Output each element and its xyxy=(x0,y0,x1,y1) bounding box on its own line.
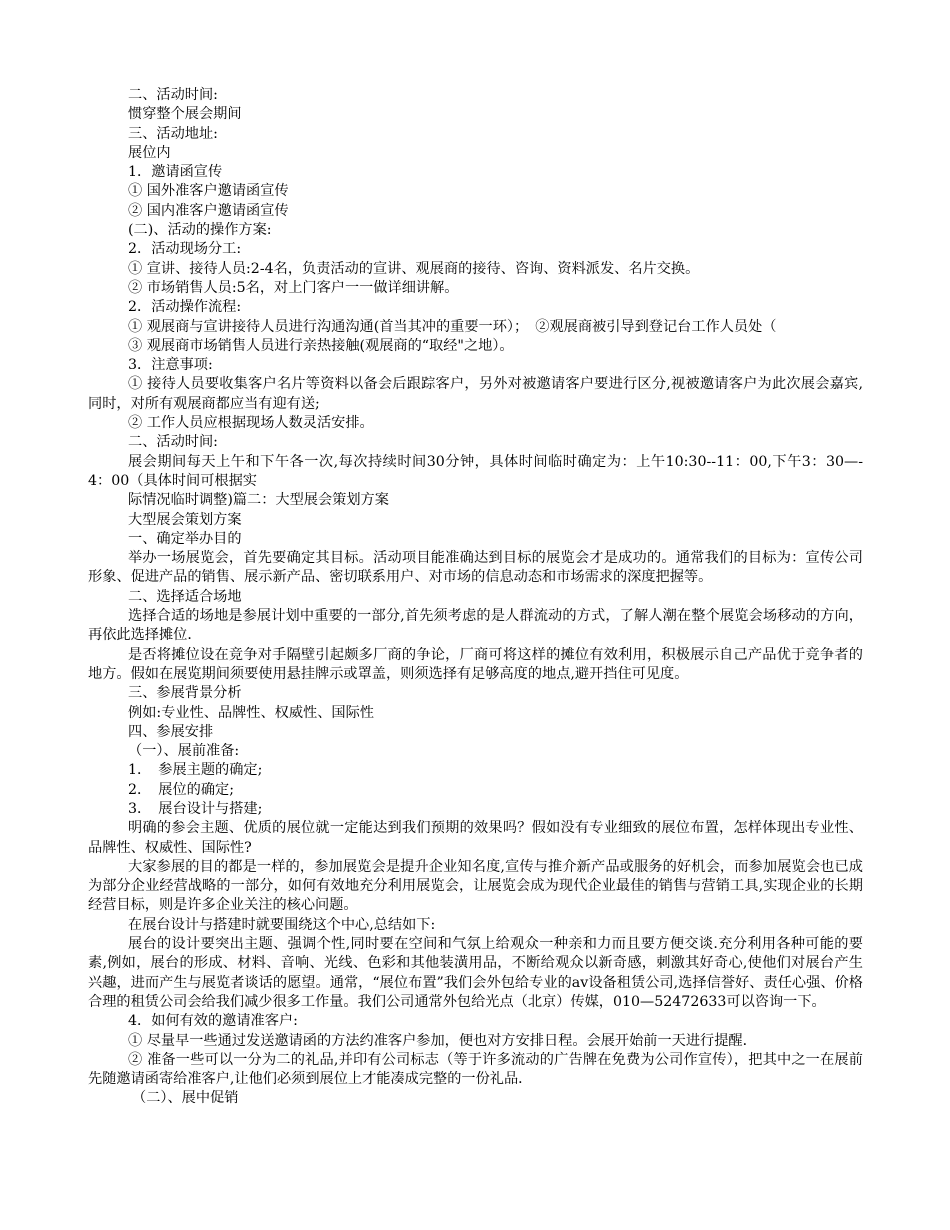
section-heading: 四、参展安排 xyxy=(128,723,214,740)
document-body xyxy=(88,86,863,1109)
list-item: 3． 展台设计与搭建; xyxy=(128,800,263,817)
paragraph: 展会期间每天上午和下午各一次,每次持续时间30分钟，具体时间临时确定为：上午10:30--11：00,下午3：30—-4：00（具体时间可根据实 xyxy=(88,453,863,489)
document-title: 大型展会策划方案 xyxy=(128,511,242,528)
subsection-heading: （一）、展前准备: xyxy=(128,743,240,760)
section-heading: 一、确定举办目的 xyxy=(128,530,242,547)
paragraph: 展位内 xyxy=(128,144,171,161)
list-item: 2． 展位的确定; xyxy=(128,781,235,798)
list-item: ① 宣讲、接待人员:2-4名，负责活动的宣讲、观展商的接待、咨询、资料派发、名片交换。 xyxy=(128,260,700,277)
list-item: ② 国内准客户邀请函宣传 xyxy=(128,202,289,219)
list-item: ③ 观展商市场销售人员进行亲热接触(观展商的“取经"之地）。 xyxy=(128,337,514,354)
section-heading-activity-time: 二、活动时间: xyxy=(128,87,218,103)
section-heading-activity-time: 二、活动时间: xyxy=(128,434,218,451)
paragraph: 明确的参会主题、优质的展位就一定能达到我们预期的效果吗？假如没有专业细致的展位布置，怎样体现出专业性、品牌性、权威性、国际性? xyxy=(88,820,863,856)
paragraph: 际情况临时调整)篇二：大型展会策划方案 xyxy=(128,492,389,509)
list-item: ② 市场销售人员:5名，对上门客户一一做详细讲解。 xyxy=(128,279,459,296)
section-heading: 二、选择适合场地 xyxy=(128,588,242,605)
paragraph: 展台的设计要突出主题、强调个性,同时要在空间和气氛上给观众一种亲和力而且要方便交谈.充分利用各种可能的要素,例如，展台的形成、材料、音响、光线、色彩和其他装潢用品，不断给观众以新奇感，刺激其好奇心,使他们对展台产生兴趣，进而产生与展览者谈话的愿望。通常，“展位布置”我们会外包给专业的av设备租赁公司,选择信誉好、责任心强、价格合理的租赁公司会给我们减少很多工作量。我们公司通常外包给光点（北京）传媒，010—52472633可以咨询一下。 xyxy=(88,936,863,1010)
subsection-heading: （二）、展中促销 xyxy=(132,1090,239,1107)
list-item: ① 观展商与宣讲接待人员进行沟通沟通(首当其冲的重要一环）； ②观展商被引导到登记台工作人员处（ xyxy=(128,318,777,335)
paragraph: 惯穿整个展会期间 xyxy=(128,106,242,123)
paragraph: 是否将摊位设在竞争对手隔壁引起颇多厂商的争论，厂商可将这样的摊位有效利用，积极展示自己产品优于竞争者的地方。假如在展览期间须要使用悬挂牌示或罩盖，则须选择有足够高度的地点,避开挡住可见度。 xyxy=(88,646,863,682)
list-item: ② 准备一些可以一分为二的礼品,并印有公司标志（等于许多流动的广告牌在免费为公司作宣传），把其中之一在展前先随邀请函寄给准客户,让他们必须到展位上才能凑成完整的一份礼品． xyxy=(88,1051,863,1088)
section-heading: (二)、活动的操作方案: xyxy=(128,222,272,239)
list-item: ② 工作人员应根据现场人数灵活安排。 xyxy=(128,415,374,432)
list-heading: 3．注意事项: xyxy=(128,357,213,374)
section-heading: 三、参展背景分析 xyxy=(128,685,242,702)
paragraph: 在展台设计与搭建时就要围绕这个中心,总结如下: xyxy=(128,916,436,933)
paragraph: 选择合适的场地是参展计划中重要的一部分,首先须考虑的是人群流动的方式，了解人潮在整个展览会场移动的方向，再依此选择摊位． xyxy=(88,608,863,644)
list-item: ① 国外准客户邀请函宣传 xyxy=(128,183,289,200)
list-item: ① 尽量早一些通过发送邀请函的方法约准客户参加，便也对方安排日程。会展开始前一天进行提醒． xyxy=(128,1032,757,1049)
paragraph: 大家参展的目的都是一样的，参加展览会是提升企业知名度,宣传与推介新产品或服务的好机会，而参加展览会也已成为部分企业经营战略的一部分，如何有效地充分利用展览会，让展览会成为现代企业最佳的销售与营销工具,实现企业的长期经营目标，则是许多企业关注的核心问题。 xyxy=(88,858,863,914)
paragraph: 举办一场展览会，首先要确定其目标。活动项目能准确达到目标的展览会才是成功的。通常我们的目标为：宣传公司形象、促进产品的销售、展示新产品、密切联系用户、对市场的信息动态和市场需求的深度把握等。 xyxy=(88,550,863,586)
list-item: 1． 参展主题的确定; xyxy=(128,762,263,779)
list-heading: 1．邀请函宣传 xyxy=(128,164,223,181)
list-heading: 2．活动操作流程: xyxy=(128,299,242,316)
list-item: ① 接待人员要收集客户名片等资料以备会后跟踪客户，另外对被邀请客户要进行区分,视被邀请客户为此次展会嘉宾,同时，对所有观展商都应当有迎有送; xyxy=(88,376,863,412)
section-heading-activity-location: 三、活动地址: xyxy=(128,125,218,142)
list-heading: 2．活动现场分工: xyxy=(128,241,242,258)
paragraph: 例如:专业性、品牌性、权威性、国际性 xyxy=(128,704,374,721)
list-heading: 4．如何有效的邀请准客户: xyxy=(128,1013,298,1030)
